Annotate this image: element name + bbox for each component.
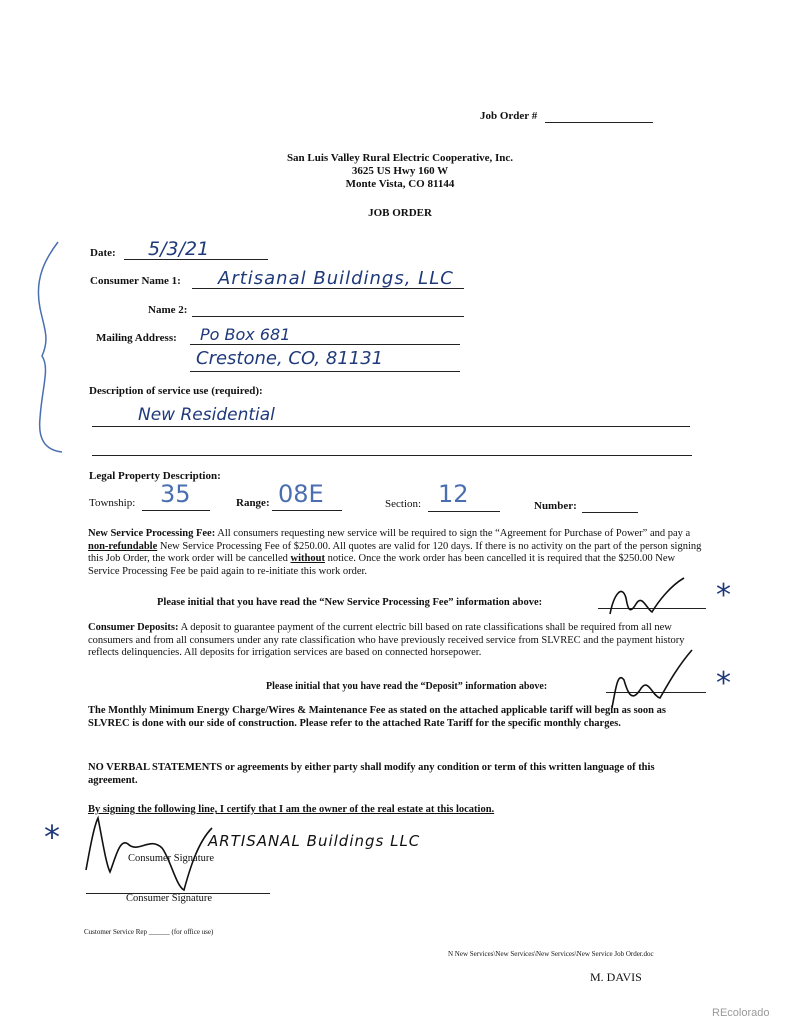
deposits-heading: Consumer Deposits: (88, 622, 179, 633)
description-value: New Residential (138, 405, 275, 425)
coop-name: San Luis Valley Rural Electric Cooperative, Inc. (286, 152, 514, 164)
deposits-text: A deposit to guarantee payment of the current electric bill based on rate classifications shall be required from all new consumers and from all consumers under any rate classification who have previously received service from SLVREC and the payment history reflects delinquencies. All deposits for irrigation services are based on connected horsepower. (88, 622, 685, 658)
job-order-label: Job Order # (480, 110, 538, 122)
township-label: Township: (89, 497, 136, 509)
fee-text-a: All consumers requesting new service will be required to sign the “Agreement for Purchase of Power” and pay a (215, 528, 691, 539)
date-label: Date: (90, 247, 116, 259)
fee-initials-mark (600, 574, 690, 624)
number-line (582, 512, 638, 513)
township-line (142, 510, 210, 511)
author-initials: M. DAVIS (590, 970, 642, 984)
coop-city: Monte Vista, CO 81144 (345, 178, 455, 190)
fee-initial-prompt: Please initial that you have read the “New Service Processing Fee” information above: (157, 597, 543, 608)
mailing-address-label: Mailing Address: (96, 332, 177, 344)
monthly-paragraph: The Monthly Minimum Energy Charge/Wires & Maintenance Fee as stated on the attached applicable tariff will begin as soon as SLVREC is done with our side of construction. Please refer to the attached Rate Tariff for the specific monthly charges. (88, 705, 666, 729)
legal-heading: Legal Property Description: (89, 470, 221, 482)
deposit-asterisk: * (716, 666, 731, 701)
fee-non-refundable: non-refundable (88, 540, 158, 552)
signature-asterisk: * (44, 818, 60, 856)
csr-line: Customer Service Rep ______ (for office use) (84, 928, 214, 936)
file-path: N New Services\New Services\New Services\New Service Job Order.doc (448, 950, 654, 958)
date-value: 5/3/21 (148, 238, 210, 260)
name-2-line (192, 316, 464, 317)
fee-asterisk: * (716, 578, 731, 613)
description-line-2 (92, 455, 692, 456)
township-value: 35 (160, 480, 191, 508)
consumer-signature-label-1: Consumer Signature (128, 853, 215, 864)
name-2-label: Name 2: (148, 304, 188, 316)
consumer-name-1-label: Consumer Name 1: (90, 275, 181, 287)
section-label: Section: (385, 498, 422, 510)
description-line-1 (92, 426, 690, 427)
section-line (428, 511, 500, 512)
section-value: 12 (438, 480, 469, 508)
verbal-paragraph: NO VERBAL STATEMENTS or agreements by either party shall modify any condition or term of this written language of this agreement. (88, 762, 655, 786)
fee-text-c: notice. Once the work order has been cancelled it is required that the $250.00 New Service Processing Fee be paid again to re-initiate this work order. (88, 553, 676, 577)
mailing-address-2-value: Crestone, CO, 81131 (196, 348, 384, 369)
page-title: JOB ORDER (368, 207, 432, 219)
consumer-signature-label-2: Consumer Signature (126, 893, 213, 904)
mailing-line-1 (190, 344, 460, 345)
range-value: 08E (278, 480, 324, 508)
mailing-address-1-value: Po Box 681 (200, 325, 291, 344)
job-order-line (545, 122, 653, 123)
fee-paragraph (88, 528, 702, 578)
bracket-mark (28, 238, 68, 458)
coop-street: 3625 US Hwy 160 W (351, 165, 449, 177)
mailing-line-2 (190, 371, 460, 372)
deposit-initial-prompt: Please initial that you have read the “Deposit” information above: (266, 681, 548, 692)
watermark: REcolorado (712, 1007, 770, 1019)
fee-without: without (290, 553, 325, 564)
range-line (272, 510, 342, 511)
description-label: Description of service use (required): (89, 385, 263, 397)
fee-heading: New Service Processing Fee: (88, 528, 216, 539)
certify-statement: By signing the following line, I certify that I am the owner of the real estate at this location. (88, 804, 495, 815)
range-label: Range: (236, 497, 270, 509)
signature-handwritten-name: ARTISANAL Buildings LLC (208, 832, 421, 850)
consumer-name-1-value: Artisanal Buildings, LLC (218, 268, 454, 289)
number-label: Number: (534, 500, 577, 512)
fee-text-b: New Service Processing Fee of $250.00. All quotes are valid for 120 days. If there is no activity on the part of the person signing this Job Order, the work order will be cancelled (88, 540, 702, 564)
